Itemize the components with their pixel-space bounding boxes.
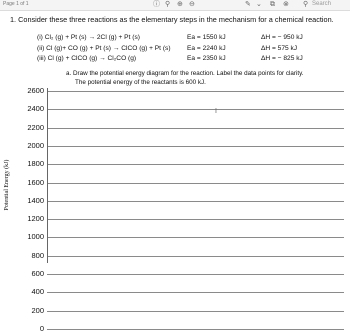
y-axis-title: Potential Energy (kJ) bbox=[4, 159, 10, 211]
reaction-ea: Ea = 2350 kJ bbox=[187, 55, 226, 62]
reaction-dh: ΔH = 575 kJ bbox=[261, 45, 298, 52]
y-tick-label: 2200 bbox=[27, 123, 44, 132]
grid-line bbox=[47, 219, 344, 220]
reaction-ea: Ea = 1550 kJ bbox=[187, 34, 226, 41]
y-tick-label: 2400 bbox=[27, 104, 44, 113]
reaction-equation: (i) Cl₂ (g) + Pt (s) → 2Cl (g) + Pt (s) bbox=[37, 34, 140, 41]
grid-line bbox=[47, 146, 344, 147]
instruction-note: The potential energy of the reactants is 600 kJ. bbox=[75, 79, 206, 86]
y-tick-label: 1000 bbox=[27, 232, 44, 241]
grid-line bbox=[47, 109, 344, 110]
page-indicator: Page 1 of 1 bbox=[3, 1, 29, 7]
crop-icon[interactable]: ⧉ bbox=[270, 1, 275, 8]
y-axis-line bbox=[47, 88, 48, 263]
grid-line bbox=[47, 329, 344, 330]
reaction-ea: Ea = 2240 kJ bbox=[187, 45, 226, 52]
y-tick-label: 1800 bbox=[27, 159, 44, 168]
y-tick-label: 600 bbox=[31, 269, 44, 278]
close-circle-icon[interactable]: ⊗ bbox=[283, 1, 289, 8]
reaction-dh: ΔH = − 825 kJ bbox=[261, 55, 303, 62]
question-title: 1. Consider these three reactions as the elementary steps in the mechanism for a chemical reaction. bbox=[10, 15, 334, 24]
y-tick-label: 0 bbox=[39, 324, 44, 333]
grid-line bbox=[47, 311, 344, 312]
reaction-dh: ΔH = − 950 kJ bbox=[261, 34, 303, 41]
grid-line bbox=[47, 274, 344, 275]
search-field-icon: ⚲ bbox=[303, 1, 309, 8]
chevron-down-icon[interactable]: ⌄ bbox=[256, 1, 262, 8]
y-tick-label: 2000 bbox=[27, 141, 44, 150]
pen-icon[interactable]: ✎ bbox=[245, 1, 251, 8]
grid-line bbox=[47, 128, 344, 129]
reaction-equation: (iii) Cl (g) + ClCO (g) → Cl₂CO (g) bbox=[37, 55, 137, 62]
zoom-out-icon[interactable]: ⊖ bbox=[189, 1, 195, 8]
info-icon[interactable]: ⓘ bbox=[153, 1, 160, 8]
y-tick-label: 1600 bbox=[27, 178, 44, 187]
y-tick-label: 800 bbox=[31, 251, 44, 260]
y-tick-label: 2600 bbox=[27, 86, 44, 95]
grid-line bbox=[47, 201, 344, 202]
top-toolbar bbox=[0, 0, 350, 11]
grid-line bbox=[47, 237, 344, 238]
y-tick-label: 400 bbox=[31, 287, 44, 296]
search-input[interactable]: Search bbox=[312, 1, 332, 7]
grid-line bbox=[47, 183, 344, 184]
instruction-a: a. Draw the potential energy diagram for the reaction. Label the data points for clarity. bbox=[66, 70, 304, 77]
grid-line bbox=[47, 91, 344, 92]
reaction-equation: (ii) Cl (g)+ CO (g) + Pt (s) → ClCO (g) + Pt (s) bbox=[37, 45, 171, 52]
y-tick-label: 1200 bbox=[27, 214, 44, 223]
grid-line bbox=[47, 164, 344, 165]
grid-line bbox=[47, 292, 344, 293]
text-cursor-icon: I bbox=[215, 108, 217, 115]
y-tick-label: 1400 bbox=[27, 196, 44, 205]
zoom-in-icon[interactable]: ⊕ bbox=[177, 1, 183, 8]
grid-line bbox=[47, 256, 344, 257]
y-tick-label: 200 bbox=[31, 306, 44, 315]
search-icon[interactable]: ⚲ bbox=[165, 1, 171, 8]
